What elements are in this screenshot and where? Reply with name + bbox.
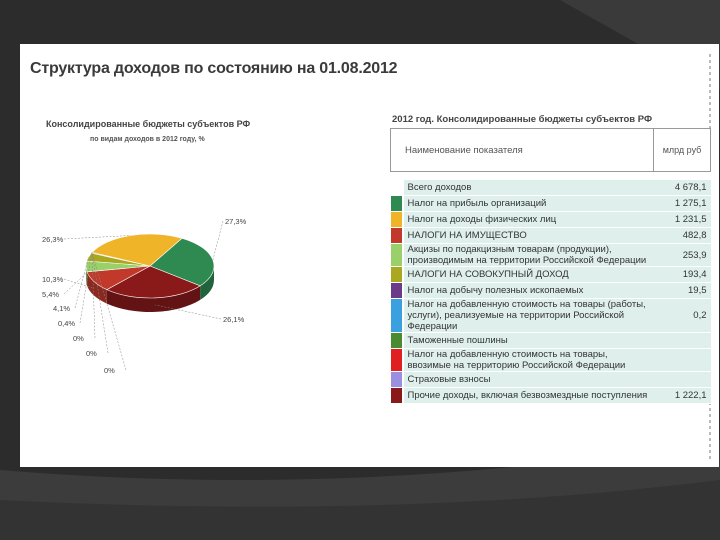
row-value: 19,5 [654, 283, 711, 299]
row-name: Налог на добавленную стоимость на товары (работы, услуги), реализуемые на территории Российской Федерации [404, 299, 654, 333]
pie-chart [20, 44, 380, 467]
row-value: 1 275,1 [654, 196, 711, 212]
legend-swatch [391, 244, 404, 267]
row-name: Прочие доходы, включая безвозмездные поступления [404, 388, 654, 404]
pie-data-label: 27,3% [225, 217, 247, 226]
legend-swatch [391, 333, 404, 349]
table-row [391, 196, 711, 212]
row-name: Налог на добычу полезных ископаемых [404, 283, 654, 299]
slide [20, 44, 719, 467]
row-value: 4 678,1 [654, 180, 711, 196]
table-row [391, 388, 711, 404]
legend-swatch [391, 267, 404, 283]
legend-swatch [391, 388, 404, 404]
row-value [654, 333, 711, 349]
chart-subtitle: по видам доходов в 2012 году, % [90, 136, 205, 143]
table-row [391, 267, 711, 283]
legend-swatch [391, 372, 404, 388]
table-title: 2012 год. Консолидированные бюджеты субъектов РФ [392, 114, 653, 125]
table-row [391, 283, 711, 299]
pie-data-label: 5,4% [42, 290, 60, 299]
legend-swatch [391, 228, 404, 244]
table-row [391, 212, 711, 228]
legend-swatch [391, 299, 404, 333]
table-row [391, 372, 711, 388]
pie-data-label: 10,3% [42, 275, 64, 284]
table-row [391, 244, 711, 267]
row-name: Таможенные пошлины [404, 333, 654, 349]
row-value: 1 222,1 [654, 388, 711, 404]
row-value [654, 349, 711, 372]
table-header-row [391, 129, 711, 172]
table-row [391, 349, 711, 372]
income-table [390, 128, 711, 404]
pie-leader-line [155, 305, 221, 319]
table-row [391, 299, 711, 333]
header-name-cell: Наименование показателя [391, 129, 654, 172]
row-name: Страховые взносы [404, 372, 654, 388]
chart-title: Консолидированные бюджеты субъектов РФ [46, 119, 251, 129]
row-name: Налог на прибыль организаций [404, 196, 654, 212]
header-unit-cell: млрд руб [654, 129, 711, 172]
pie-data-label: 0% [86, 349, 97, 358]
row-value [654, 372, 711, 388]
pie-data-label: 0% [104, 366, 115, 375]
table-row [391, 180, 711, 196]
pie-data-label: 4,1% [53, 304, 71, 313]
row-name: Акцизы по подакцизным товарам (продукции), производимым на территории Российской Федерации [404, 244, 654, 267]
row-name: НАЛОГИ НА СОВОКУПНЫЙ ДОХОД [404, 267, 654, 283]
legend-swatch [391, 349, 404, 372]
row-name: Всего доходов [404, 180, 654, 196]
legend-swatch [391, 212, 404, 228]
row-value: 1 231,5 [654, 212, 711, 228]
row-value: 0,2 [654, 299, 711, 333]
pie-data-label: 26,3% [42, 235, 64, 244]
row-name: Налог на доходы физических лиц [404, 212, 654, 228]
row-value: 193,4 [654, 267, 711, 283]
table-row [391, 333, 711, 349]
pie-data-label: 0% [73, 334, 84, 343]
table-row [391, 228, 711, 244]
pie-leader-line [213, 221, 223, 260]
table-gap [391, 172, 711, 181]
legend-swatch [391, 196, 404, 212]
pie-data-label: 0,4% [58, 319, 76, 328]
pie-leader-line [64, 273, 86, 294]
slide-title: Структура доходов по состоянию на 01.08.2012 [30, 60, 398, 77]
row-value: 482,8 [654, 228, 711, 244]
row-name: Налог на добавленную стоимость на товары, ввозимые на территорию Российской Федерации [404, 349, 654, 372]
pie-data-label: 26,1% [223, 315, 245, 324]
legend-swatch [391, 283, 404, 299]
row-value: 253,9 [654, 244, 711, 267]
pie-top [86, 234, 214, 298]
legend-swatch [391, 180, 404, 196]
row-name: НАЛОГИ НА ИМУЩЕСТВО [404, 228, 654, 244]
